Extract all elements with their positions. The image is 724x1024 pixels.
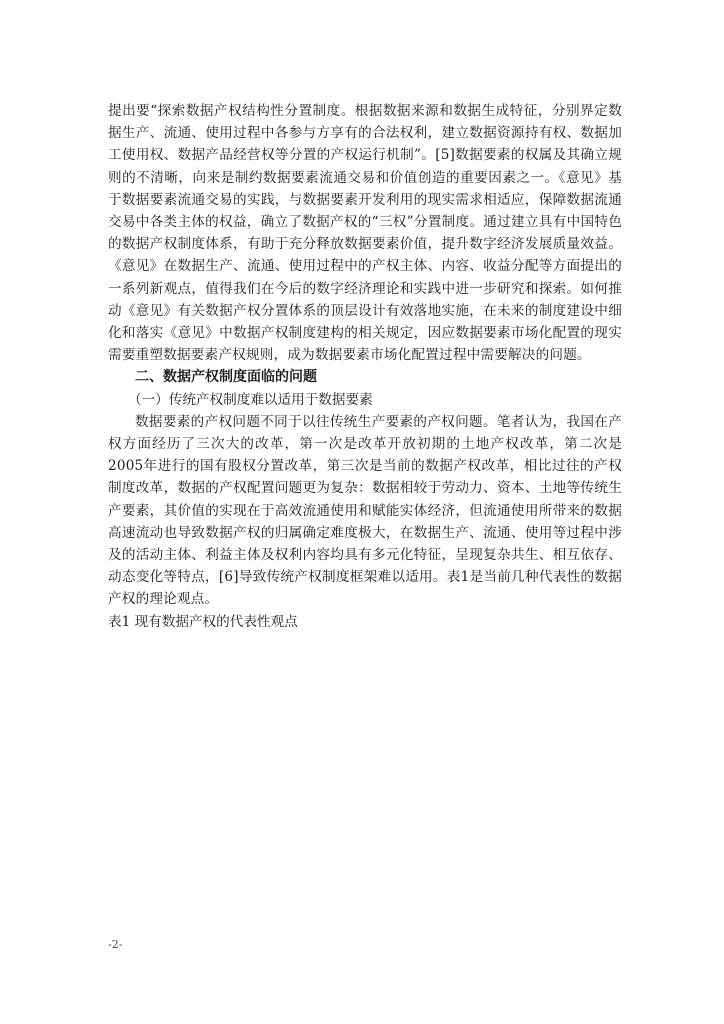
section-heading: 二、数据产权制度面临的问题 [135, 369, 317, 386]
subsection-heading: （一）传统产权制度难以适用于数据要素 [128, 391, 373, 408]
page-body [108, 100, 622, 633]
page-number: -2- [108, 938, 123, 951]
body-paragraph-2: 数据要素的产权问题不同于以往传统生产要素的产权问题。笔者认为，我国在产权方面经历了三次大的改革，第一次是改革开放初期的土地产权改革，第二次是2005年进行的国有股权分置改革，第三次是当前的数据产权改革，相比过往的产权制度改革，数据的产权配置问题更为复杂：数据相较于劳动力、资本、土地等传统生产要素，其价值的实现在于高效流通使用和赋能实体经济，但流通使用所带来的数据高速流动也导致数据产权的归属确定难度极大，在数据生产、流通、使用等过程中涉及的活动主体、利益主体及权利内容均具有多元化特征，呈现复杂共生、相互依存、动态变化等特点，[6]导致传统产权制度框架难以适用。表1是当前几种代表性的数据产权的理论观点。 [108, 413, 622, 608]
body-paragraph-1: 提出要“探索数据产权结构性分置制度。根据数据来源和数据生成特征，分别界定数据生产、流通、使用过程中各参与方享有的合法权利，建立数据资源持有权、数据加工使用权、数据产品经营权等分置的产权运行机制”。[5]数据要素的权属及其确立规则的不清晰，向来是制约数据要素流通交易和价值创造的重要因素之一。《意见》基于数据要素流通交易的实践，与数据要素开发利用的现实需求相适应，保障数据流通交易中各类主体的权益，确立了数据产权的“三权”分置制度。通过建立具有中国特色的数据产权制度体系，有助于充分释放数据要素价值，提升数字经济发展质量效益。《意见》在数据生产、流通、使用过程中的产权主体、内容、收益分配等方面提出的一系列新观点，值得我们在今后的数字经济理论和实践中进一步研究和探索。如何推动《意见》有关数据产权分置体系的顶层设计有效落地实施，在未来的制度建设中细化和落实《意见》中数据产权制度建构的相关规定，因应数据要素市场化配置的现实需要重塑数据要素产权规则，成为数据要素市场化配置过程中需要解决的问题。 [108, 103, 622, 364]
table-caption: 表1 现有数据产权的代表性观点 [108, 613, 298, 630]
